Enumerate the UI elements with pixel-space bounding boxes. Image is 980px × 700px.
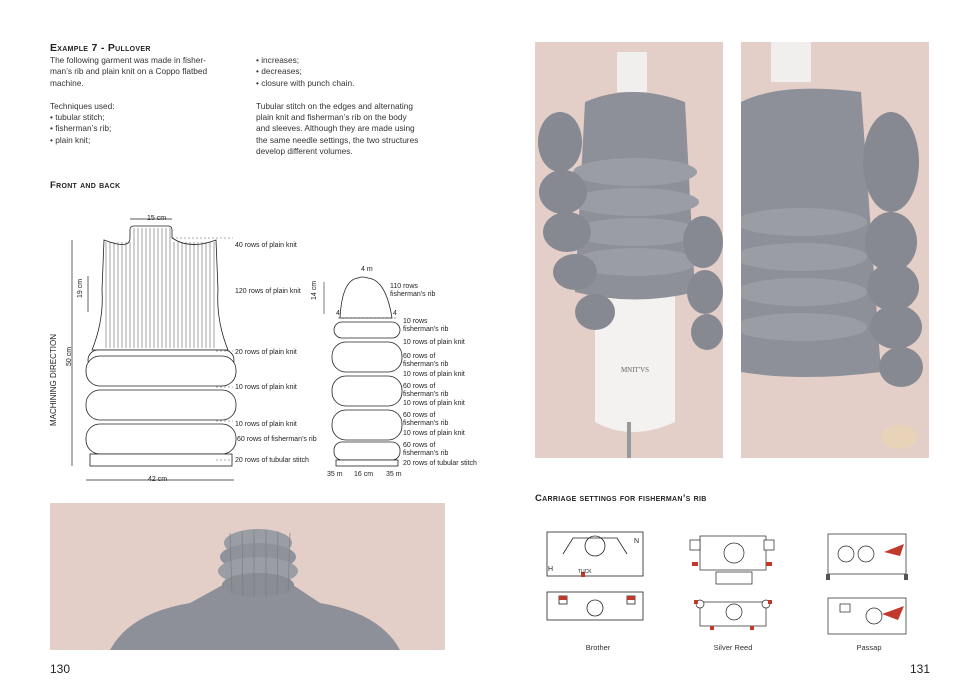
sleeve-bottom-mid: 16 cm: [354, 471, 374, 478]
silver-reed-caption: Silver Reed: [713, 643, 753, 652]
sleeve-row-label: 60 rows of fisherman’s rib: [403, 353, 449, 368]
side-photo: [535, 42, 723, 458]
front-back-heading: Front and back: [50, 180, 121, 191]
passap-carriage-diagram: [822, 530, 912, 638]
sleeve-row-label: 60 rows of fisherman’s rib: [403, 442, 449, 457]
intro-column-1: The following garment was made in fisher- man’s rib and plain knit on a Coppo flatbed machine. Techniques used: • tubular stitch; • fisherman’s rib; • plain knit;: [50, 55, 208, 145]
sleeve-bottom-left: 35 m: [327, 471, 343, 478]
sleeve-row-label: 110 rows fisherman’s rib: [390, 283, 436, 298]
front-photo: [741, 42, 929, 458]
body-row-label: 60 rows of fisherman’s rib: [237, 436, 317, 443]
brother-h-mark: H: [548, 566, 554, 573]
body-row-label: 10 rows of plain knit: [235, 421, 297, 428]
machining-direction-label: MACHINING DIRECTION: [49, 334, 58, 426]
carriage-heading: Carriage settings for fisherman’s rib: [535, 493, 707, 504]
body-row-label: 20 rows of plain knit: [235, 349, 297, 356]
sleeve-row-label: 60 rows of fisherman’s rib: [403, 383, 449, 398]
sleeve-row-label: 10 rows of plain knit: [403, 371, 465, 378]
page-number-left: 130: [50, 662, 71, 676]
page-number-right: 131: [910, 662, 931, 676]
height-50-label: 50 cm: [66, 346, 73, 366]
sleeve-side-left: 4: [336, 310, 340, 317]
brother-n-mark: N: [634, 538, 640, 545]
brother-tuck-mark: TUCK: [578, 569, 592, 575]
body-width-label: 42 cm: [148, 476, 168, 483]
example-title: Example 7 - Pullover: [50, 42, 151, 54]
svg-text:MNIT'VS: MNIT'VS: [620, 366, 650, 374]
sleeve-row-label: 10 rows of plain knit: [403, 430, 465, 437]
silver-reed-carriage-diagram: [686, 532, 778, 637]
body-row-label: 40 rows of plain knit: [235, 242, 297, 249]
body-row-label: 120 rows of plain knit: [235, 288, 301, 295]
sleeve-side-right: 4: [393, 310, 397, 317]
intro-column-2: • increases; • decreases; • closure with punch chain. Tubular stitch on the edges and alternating plain knit and fisherman’s rib on the body and sleeves. Although they are made using the same needle settings, the two structures develop different volumes.: [256, 55, 419, 157]
sleeve-row-label: 60 rows of fisherman’s rib: [403, 412, 449, 427]
body-row-label: 20 rows of tubular stitch: [235, 457, 309, 464]
sleeve-row-label: 10 rows of plain knit: [403, 400, 465, 407]
brother-carriage-diagram: [545, 530, 647, 635]
sleeve-row-label: 20 rows of tubular stitch: [403, 460, 477, 467]
sleeve-row-label: 10 rows fisherman’s rib: [403, 318, 449, 333]
passap-caption: Passap: [856, 643, 882, 652]
collar-photo: [50, 503, 445, 650]
body-row-label: 10 rows of plain knit: [235, 384, 297, 391]
height-19-label: 19 cm: [77, 278, 84, 298]
brother-caption: Brother: [585, 643, 611, 652]
sleeve-cap-height: 14 cm: [311, 280, 318, 300]
sleeve-bottom-right: 35 m: [386, 471, 402, 478]
sleeve-top-width: 4 m: [361, 266, 373, 273]
sleeve-row-label: 10 rows of plain knit: [403, 339, 465, 346]
neck-width-label: 15 cm: [147, 215, 167, 222]
